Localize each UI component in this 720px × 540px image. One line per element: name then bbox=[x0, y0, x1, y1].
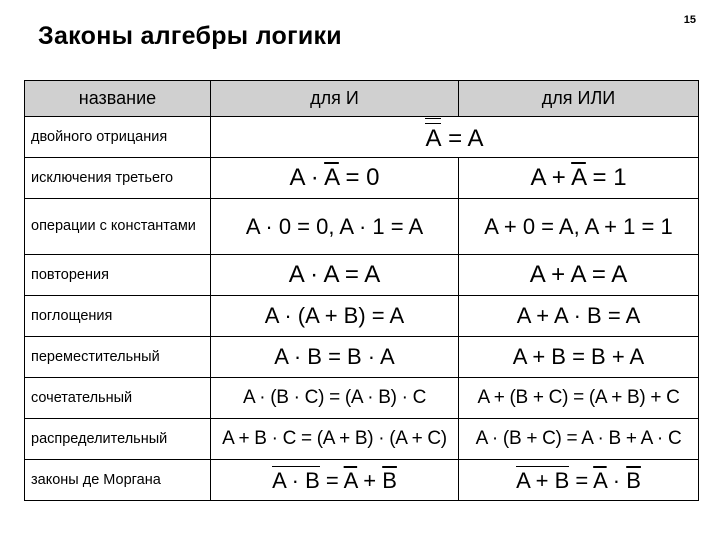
row-name: переместительный bbox=[25, 337, 211, 378]
row-name: повторения bbox=[25, 255, 211, 296]
formula-and: A · A = A bbox=[211, 255, 459, 296]
header-and: для И bbox=[211, 81, 459, 117]
row-name: распределительный bbox=[25, 419, 211, 460]
table-row bbox=[25, 378, 699, 419]
formula-and: A · (A + B) = A bbox=[211, 296, 459, 337]
demorgan-and: $A \cdot B = \overline{A} + \overline{B}$ bbox=[211, 460, 459, 501]
header-or: для ИЛИ bbox=[459, 81, 699, 117]
laws-table bbox=[24, 80, 699, 501]
table-row bbox=[25, 255, 699, 296]
table-header-row bbox=[25, 81, 699, 117]
formula-or: A + B = B + A bbox=[459, 337, 699, 378]
table-row bbox=[25, 158, 699, 199]
formula-and: A · 0 = 0, A · 1 = A bbox=[211, 199, 459, 255]
double-negation-formula: A = A bbox=[211, 117, 699, 158]
row-name: поглощения bbox=[25, 296, 211, 337]
formula-or: $A + \overline{A} = 1$ bbox=[459, 158, 699, 199]
page-title: Законы алгебры логики bbox=[38, 22, 342, 50]
row-name: исключения третьего bbox=[25, 158, 211, 199]
formula-and: A + B · C = (A + B) · (A + C) bbox=[211, 419, 459, 460]
formula-and: A · B = B · A bbox=[211, 337, 459, 378]
formula-or: A + 0 = A, A + 1 = 1 bbox=[459, 199, 699, 255]
table-row bbox=[25, 296, 699, 337]
formula-and: A · (B · C) = (A · B) · C bbox=[211, 378, 459, 419]
table-row bbox=[25, 337, 699, 378]
demorgan-or: $A + B = \overline{A} \cdot \overline{B}$ bbox=[459, 460, 699, 501]
table-row bbox=[25, 419, 699, 460]
row-name: сочетательный bbox=[25, 378, 211, 419]
row-name: законы де Моргана bbox=[25, 460, 211, 501]
formula-or: A · (B + C) = A · B + A · C bbox=[459, 419, 699, 460]
row-name: операции с константами bbox=[25, 199, 211, 255]
slide-number: 15 bbox=[683, 14, 696, 26]
table-row bbox=[25, 199, 699, 255]
row-name: двойного отрицания bbox=[25, 117, 211, 158]
formula-or: A + A · B = A bbox=[459, 296, 699, 337]
formula-and: $A \cdot \overline{A} = 0$ bbox=[211, 158, 459, 199]
formula-or: A + (B + C) = (A + B) + C bbox=[459, 378, 699, 419]
table-row bbox=[25, 117, 699, 158]
header-name: название bbox=[25, 81, 211, 117]
table-row bbox=[25, 460, 699, 501]
formula-or: A + A = A bbox=[459, 255, 699, 296]
